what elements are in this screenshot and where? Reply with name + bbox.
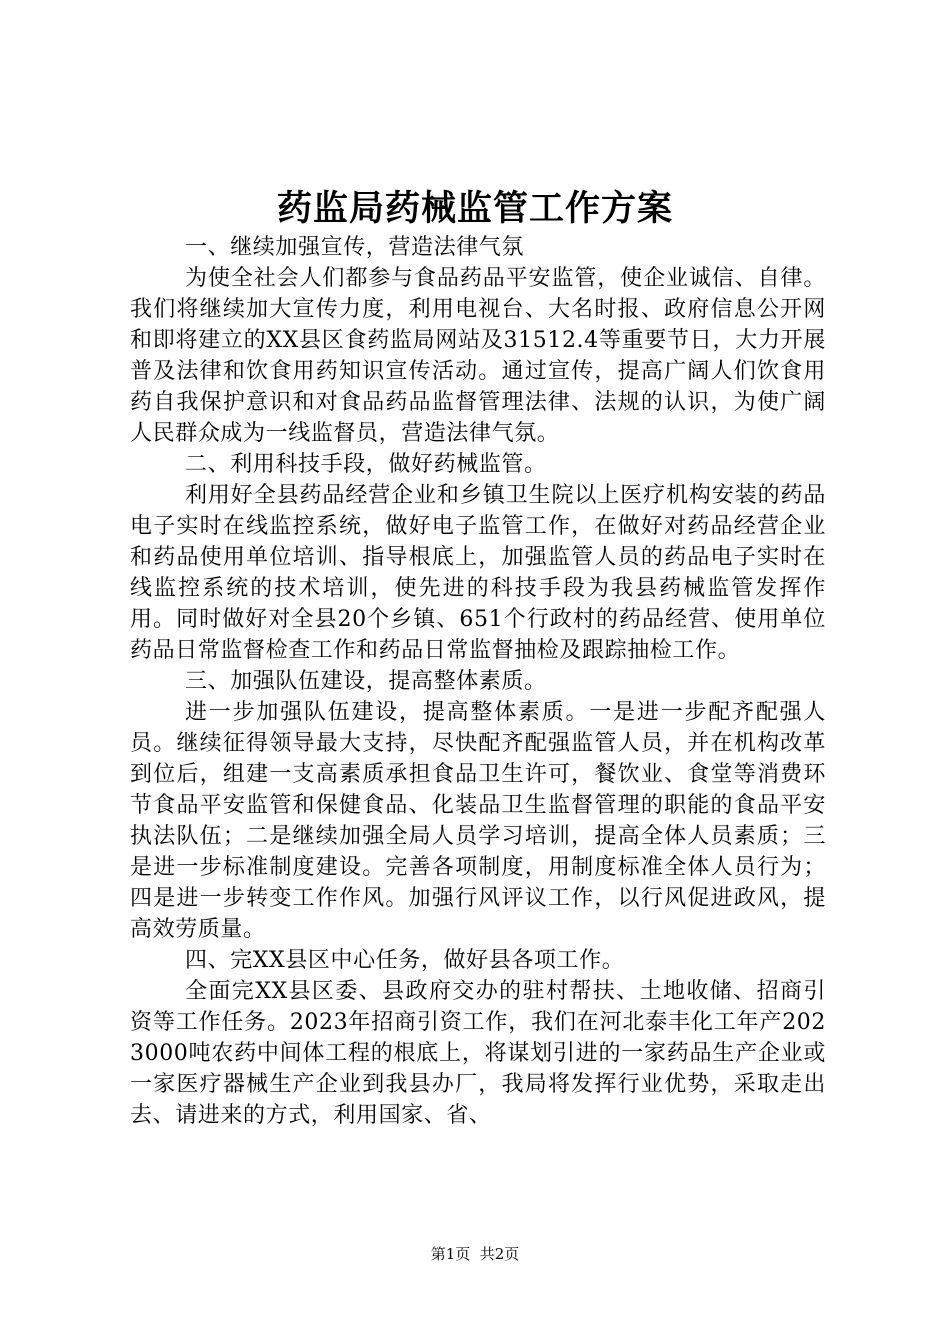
document-body <box>130 232 826 1131</box>
page-number-footer: 第1页 共2页 <box>430 1245 520 1263</box>
paragraph-4: 全面完XX县区委、县政府交办的驻村帮扶、土地收储、招商引资等工作任务。2023年招商引资工作，我们在河北泰丰化工年产2023000吨农药中间体工程的根底上，将谋划引进的一家药品生产企业或一家医疗器械生产企业到我县办厂，我局将发挥行业优势，采取走出去、请进来的方式，利用国家、省、 <box>130 979 826 1128</box>
section-heading-2: 二、利用科技手段，做好药械监管。 <box>185 452 547 477</box>
section-heading-4: 四、完XX县区中心任务，做好县各项工作。 <box>185 948 625 973</box>
paragraph-1: 为使全社会人们都参与食品药品平安监管，使企业诚信、自律。我们将继续加大宣传力度，利用电视台、大名时报、政府信息公开网和即将建立的XX县区食药监局网站及31512.4等重要节日，大力开展普及法律和饮食用药知识宣传活动。通过宣传，提高广阔人们饮食用药自我保护意识和对食品药品监督管理法律、法规的认识，为使广阔人民群众成为一线监督员，营造法律气氛。 <box>130 266 826 446</box>
paragraph-3: 进一步加强队伍建设，提高整体素质。一是进一步配齐配强人员。继续征得领导最大支持，尽快配齐配强监管人员，并在机构改革到位后，组建一支高素质承担食品卫生许可，餐饮业、食堂等消费环节食品平安监管和保健食品、化装品卫生监督管理的职能的食品平安执法队伍；二是继续加强全局人员学习培训，提高全体人员素质；三是进一步标准制度建设。完善各项制度，用制度标准全体人员行为；四是进一步转变工作作风。加强行风评议工作，以行风促进政风，提高效劳质量。 <box>130 700 826 942</box>
section-heading-1: 一、继续加强宣传，营造法律气氛 <box>185 235 525 260</box>
paragraph-2: 利用好全县药品经营企业和乡镇卫生院以上医疗机构安装的药品电子实时在线监控系统，做好电子监管工作，在做好对药品经营企业和药品使用单位培训、指导根底上，加强监管人员的药品电子实时在线监控系统的技术培训，使先进的科技手段为我县药械监管发挥作用。同时做好对全县20个乡镇、651个行政村的药品经营、使用单位药品日常监督检查工作和药品日常监督抽检及跟踪抽检工作。 <box>130 483 826 663</box>
section-heading-3: 三、加强队伍建设，提高整体素质。 <box>185 669 547 694</box>
page-title: 药监局药械监管工作方案 <box>276 188 673 229</box>
